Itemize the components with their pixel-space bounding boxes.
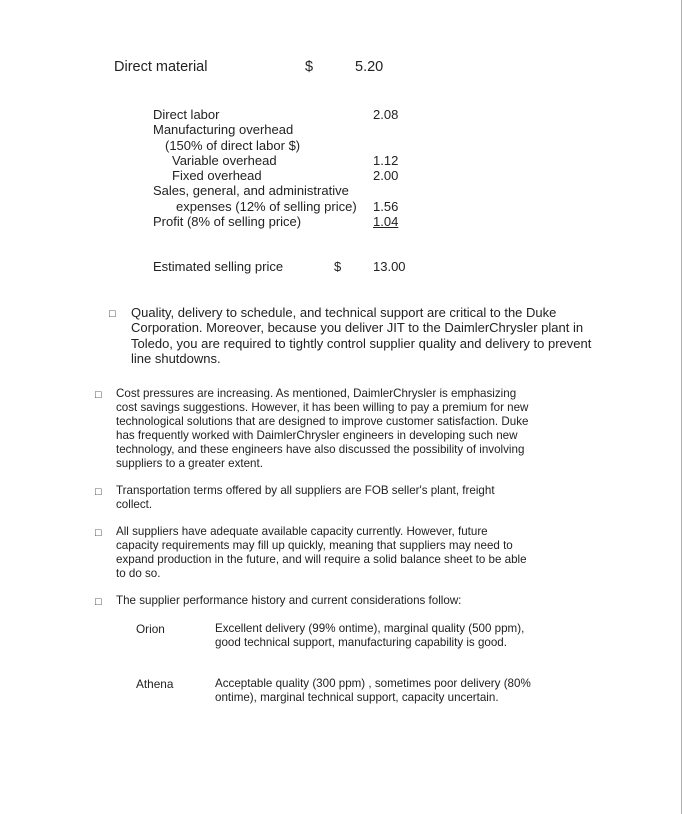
bullet-text: All suppliers have adequate available capacity currently. However, future capacity requirements may fill up quickly, meaning that suppliers may need to expand production in the future, and will require a solid balance sheet to be able to do so. [116,525,527,580]
cost-item-value: 2.08 [373,107,399,122]
cost-item-value: 1.12 [373,153,399,168]
bullet-square-icon: □ [95,486,102,498]
cost-item-label: expenses (12% of selling price) [176,199,357,214]
direct-material-label: Direct material [114,59,208,75]
cost-item-label: (150% of direct labor $) [165,138,301,153]
supplier-name: Athena [136,677,174,691]
supplier-description: Excellent delivery (99% ontime), marginal quality (500 ppm), good technical support, manufacturing capability is good. [215,622,525,649]
supplier-name: Orion [136,622,165,636]
estimated-price-value: 13.00 [373,259,406,274]
cost-item-label: Variable overhead [172,153,277,168]
cost-item-value: 1.04 [373,214,399,229]
cost-item-label: Sales, general, and administrative [153,183,349,198]
bullet-text: Transportation terms offered by all suppliers are FOB seller's plant, freight collect. [116,484,495,511]
cost-item-label: Fixed overhead [172,168,262,183]
cost-item-label: Manufacturing overhead [153,122,294,137]
supplier-description: Acceptable quality (300 ppm) , sometimes poor delivery (80% ontime), marginal technical support, capacity uncertain. [215,677,531,704]
estimated-price-label: Estimated selling price [153,259,284,274]
direct-material-value: 5.20 [355,59,384,75]
cost-item-label: Profit (8% of selling price) [153,214,302,229]
cost-item-value: 2.00 [373,168,399,183]
bullet-text: Cost pressures are increasing. As mentioned, DaimlerChrysler is emphasizing cost savings suggestions. However, it has been willing to pay a premium for new technological solutions that are designed to improve customer satisfaction. Duke has frequently worked with DaimlerChrysler engineers in developing such new technology, and these engineers have also discussed the possibility of involving suppliers to a greater extent. [116,387,529,470]
bullet-square-icon: □ [109,308,116,320]
cost-item-label: Direct labor [153,107,220,122]
bullet-text: Quality, delivery to schedule, and technical support are critical to the Duke Corporation. Moreover, because you deliver JIT to the DaimlerChrysler plant in Toledo, you are required to tightly control supplier quality and delivery to prevent line shutdowns. [131,305,592,367]
cost-item-value: 1.56 [373,199,399,214]
bullet-square-icon: □ [95,527,102,539]
page-edge-line [681,0,682,814]
direct-material-currency: $ [305,59,314,75]
bullet-square-icon: □ [95,596,102,608]
bullet-text: The supplier performance history and current considerations follow: [116,594,462,607]
bullet-square-icon: □ [95,389,102,401]
estimated-price-currency: $ [334,259,342,274]
